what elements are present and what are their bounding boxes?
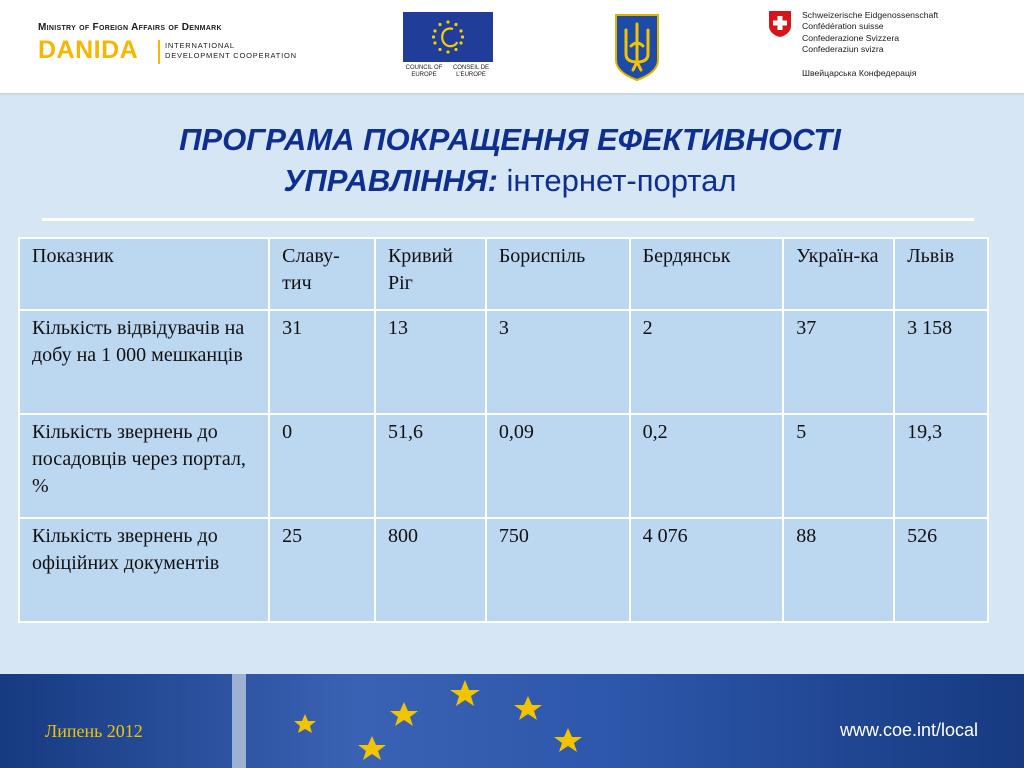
title-divider [42, 218, 974, 221]
table-cell: 51,6 [375, 414, 486, 518]
table-cell: 750 [486, 518, 630, 622]
swiss-line-rm: Confederaziun svizra [802, 43, 884, 54]
table-cell: 5 [783, 414, 894, 518]
danida-wordmark: DANIDA [38, 36, 139, 64]
table-cell: 3 [486, 310, 630, 414]
table-cell: Кількість звернень до офіційних документів [19, 518, 269, 622]
danida-separator [158, 40, 160, 64]
title-line2-normal: інтернет-портал [497, 163, 737, 198]
swiss-names [802, 10, 938, 55]
logo-header [0, 0, 1024, 95]
danida-subtitle [165, 41, 297, 61]
coe-flag-icon [403, 12, 493, 62]
table-cell: Кількість відвідувачів на добу на 1 000 мешканців [19, 310, 269, 414]
table-cell: 800 [375, 518, 486, 622]
swiss-line-de: Schweizerische Eidgenossenschaft [802, 10, 939, 20]
data-table [18, 237, 989, 623]
danida-logo [38, 22, 298, 72]
header-cell: Бориспіль [486, 238, 630, 310]
table-cell: 0,2 [630, 414, 784, 518]
table-cell: Кількість звернень до посадовців через портал, % [19, 414, 269, 518]
table-cell: 19,3 [894, 414, 988, 518]
ukraine-coat-of-arms-icon [612, 12, 662, 82]
swiss-confederation-logo [768, 10, 968, 85]
table-cell: 13 [375, 310, 486, 414]
table-row [19, 518, 988, 622]
table-cell: 4 076 [630, 518, 784, 622]
header-cell: Кривий Ріг [375, 238, 486, 310]
title-line1: ПРОГРАМА ПОКРАЩЕННЯ ЕФЕКТИВНОСТІ [179, 122, 841, 157]
footer-url-link[interactable]: www.coe.int/local [839, 720, 978, 740]
council-of-europe-logo [403, 12, 493, 84]
footer-banner [0, 674, 1024, 768]
slide-title [60, 119, 960, 201]
danida-ministry-text: Ministry of Foreign Affairs of Denmark [38, 22, 222, 33]
table-header-row [19, 238, 988, 310]
table-cell: 3 158 [894, 310, 988, 414]
coe-caption-fr: CONSEIL DE L'EUROPE [452, 65, 490, 78]
header-cell: Славу-тич [269, 238, 375, 310]
title-line2 [60, 160, 960, 201]
footer-date: Липень 2012 [45, 721, 143, 741]
title-line2-bold: УПРАВЛІННЯ: [283, 163, 498, 198]
danida-sub-line2: DEVELOPMENT COOPERATION [165, 51, 297, 60]
header-cell: Львів [894, 238, 988, 310]
table-cell: 0 [269, 414, 375, 518]
table-cell: 37 [783, 310, 894, 414]
table-row [19, 310, 988, 414]
header-cell: Україн-ка [783, 238, 894, 310]
table-cell: 526 [894, 518, 988, 622]
table-cell: 0,09 [486, 414, 630, 518]
swiss-line-fr: Confédération suisse [802, 21, 884, 32]
table-row [19, 414, 988, 518]
table-cell: 25 [269, 518, 375, 622]
coe-caption [403, 65, 493, 79]
danida-sub-line1: INTERNATIONAL [165, 41, 235, 50]
table-cell: 31 [269, 310, 375, 414]
table-cell: 88 [783, 518, 894, 622]
table-cell: 2 [630, 310, 784, 414]
header-cell: Бердянськ [630, 238, 784, 310]
header-cell: Показник [19, 238, 269, 310]
coe-caption-en: COUNCIL OF EUROPE [405, 65, 443, 78]
swiss-cross-icon [768, 10, 792, 38]
swiss-line-it: Confederazione Svizzera [802, 32, 900, 43]
swiss-line-ua: Швейцарська Конфедерація [802, 68, 917, 78]
